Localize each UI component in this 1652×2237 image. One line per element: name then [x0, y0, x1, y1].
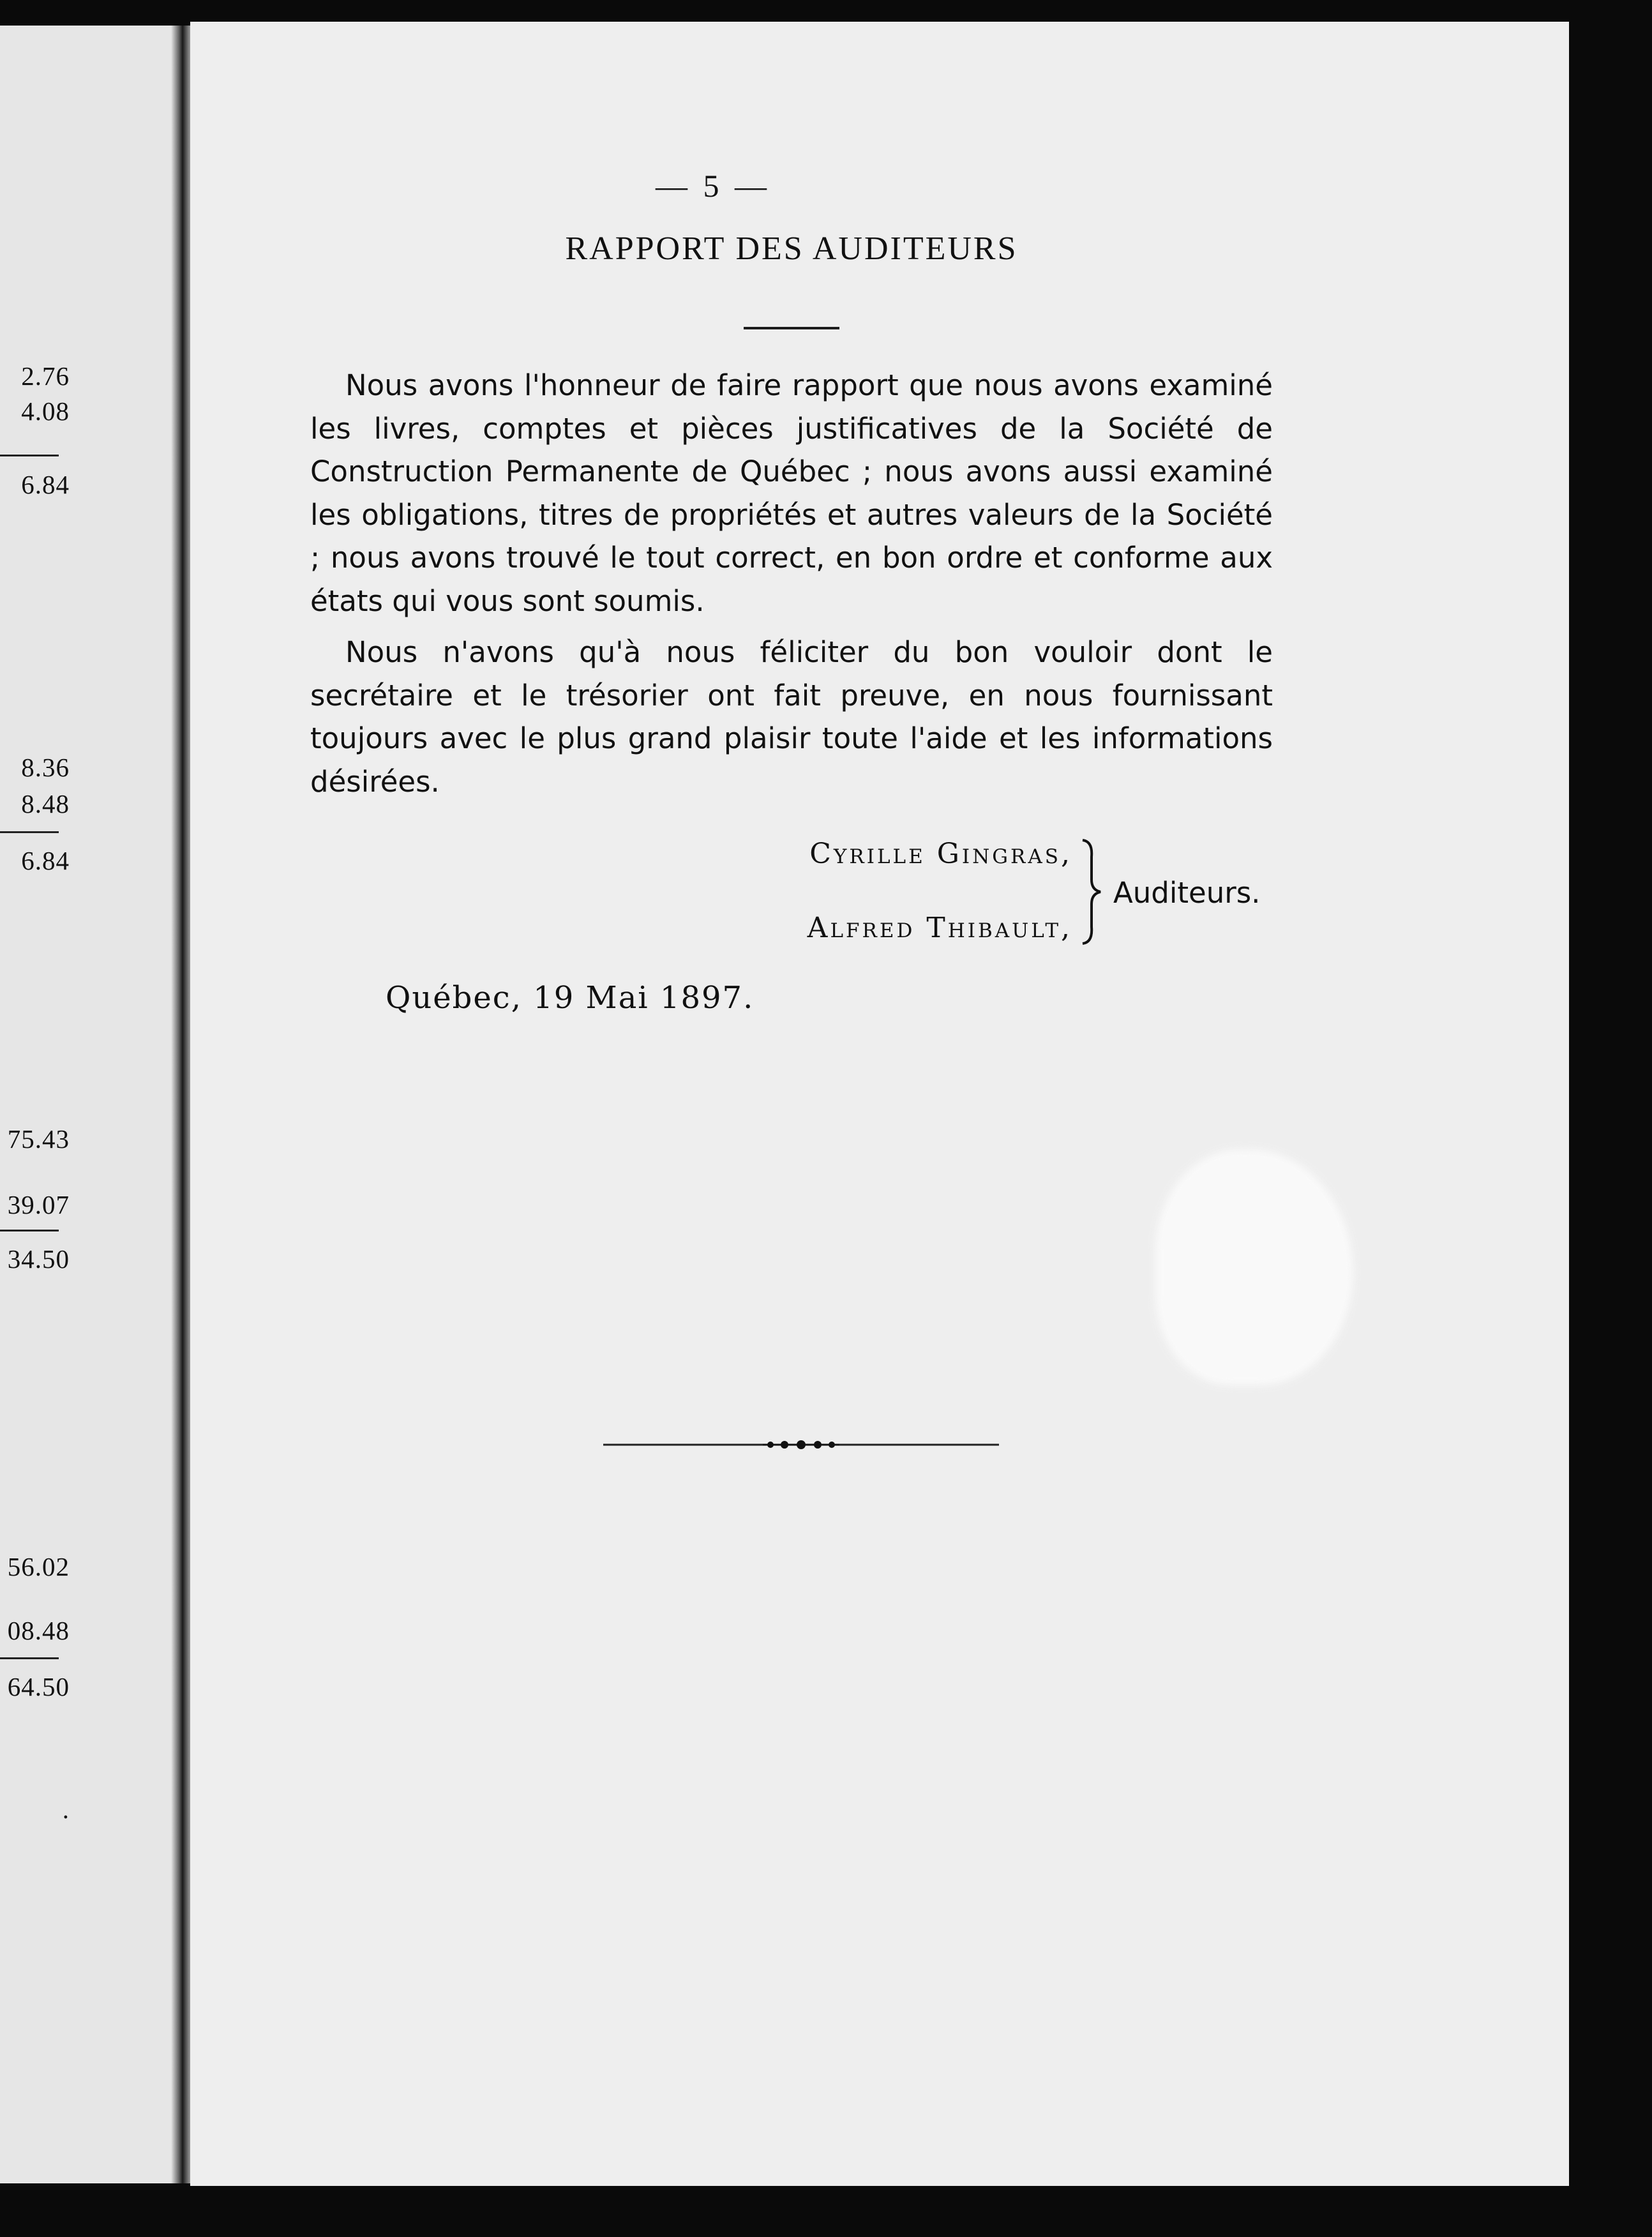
ornamental-divider-icon [603, 1435, 999, 1454]
left-figure: 6.84 [21, 846, 70, 875]
scan-border [1570, 0, 1652, 2237]
left-figure: 56.02 [7, 1552, 70, 1581]
left-figure: 39.07 [7, 1190, 70, 1219]
paragraph: Nous n'avons qu'à nous féliciter du bon vouloir dont le secrétaire et le trésorier ont fait preuve, en nous fournissant toujours avec le plus grand plaisir toute l'aide et les informations désirées. [310, 635, 1273, 799]
left-figure: . [62, 1795, 70, 1824]
left-figure: 8.36 [21, 753, 70, 782]
left-page-fragment [0, 26, 182, 2183]
left-figure: 8.48 [21, 789, 70, 818]
signatory-name: Alfred Thibault, [807, 912, 1072, 944]
document-page [190, 22, 1569, 2186]
curly-brace-icon [1079, 838, 1104, 946]
left-figure: 6.84 [21, 470, 70, 499]
left-figure: 08.48 [7, 1616, 70, 1645]
book-gutter [171, 26, 190, 2183]
left-figure: 75.43 [7, 1124, 70, 1154]
left-sum-rule [0, 455, 59, 456]
left-sum-rule [0, 831, 59, 833]
auditors-role: Auditeurs. [1113, 876, 1261, 910]
left-sum-rule [0, 1230, 59, 1231]
page-title: RAPPORT DES AUDITEURS [565, 230, 1018, 267]
left-sum-rule [0, 1657, 59, 1659]
left-figure: 64.50 [7, 1672, 70, 1701]
left-figure: 2.76 [21, 361, 70, 391]
date-line: Québec, 19 Mai 1897. [386, 980, 755, 1016]
left-figure: 4.08 [21, 396, 70, 426]
title-rule [744, 327, 839, 329]
paragraph: Nous avons l'honneur de faire rapport que nous avons examiné les livres, comptes et pièces justificatives de la Société de Construction Permanente de Québec ; nous avons aussi examiné les obligations, titres de propriétés et autres valeurs de la Société ; nous avons trouvé le tout correct, en bon ordre et conforme aux états qui vous sont soumis. [310, 368, 1273, 618]
page-number: — 5 — [656, 168, 770, 204]
report-body [310, 364, 1273, 811]
left-figure: 34.50 [7, 1244, 70, 1274]
signatory-name: Cyrille Gingras, [809, 838, 1072, 870]
